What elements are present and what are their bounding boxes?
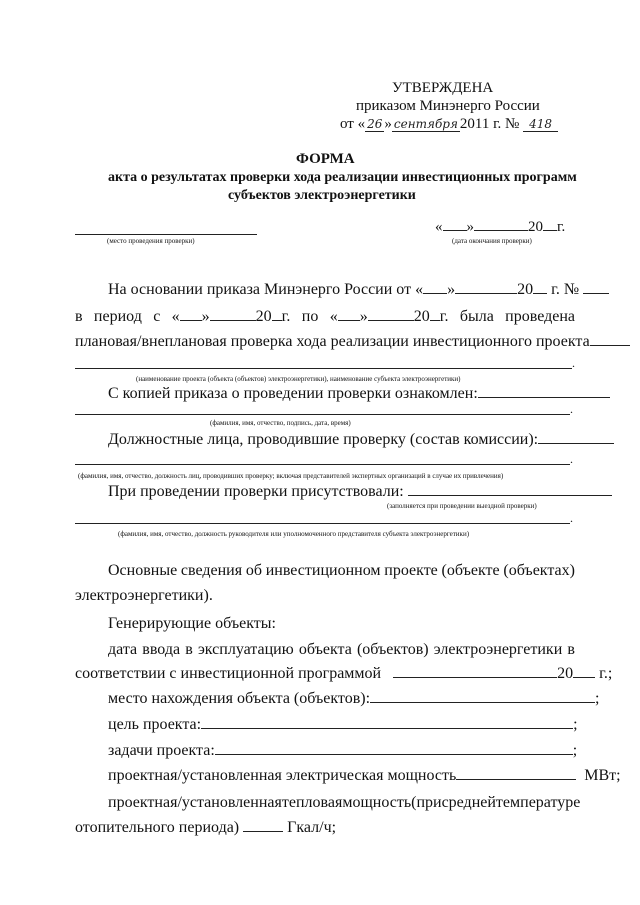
inspection-type-line: плановая/внеплановая проверка хода реализации инвестиционного проекта bbox=[75, 333, 630, 351]
end-date-caption: (дата окончания проверки) bbox=[452, 237, 532, 245]
form-subtitle-line2: субъектов электроэнергетики bbox=[228, 188, 416, 203]
approval-day-handwritten: 26 bbox=[367, 117, 383, 131]
location-field[interactable] bbox=[370, 702, 595, 703]
basic-info-line1: Основные сведения об инвестиционном проекте (объекте (объектах) bbox=[108, 562, 575, 579]
project-goal-line: цель проекта: ; bbox=[108, 716, 578, 733]
approved-heading: УТВЕРЖДЕНА bbox=[392, 80, 494, 96]
project-goal-field[interactable] bbox=[201, 728, 573, 729]
electric-capacity-line: проектная/установленная электрическая мощность МВт; bbox=[108, 767, 621, 784]
end-date-field[interactable]: « » 20 г. bbox=[435, 219, 566, 235]
heat-capacity-line1: проектная/установленная тепловая мощность (при средней температуре bbox=[108, 794, 581, 811]
period-line: в период с « » 20 г. по « » 20 г. была проведена bbox=[75, 308, 575, 325]
acquainted-field-line[interactable] bbox=[75, 414, 570, 415]
electric-capacity-field[interactable] bbox=[456, 779, 576, 780]
commissioning-date-line2: соответствии с инвестиционной программой 20 г.; bbox=[75, 665, 613, 682]
place-field-line[interactable] bbox=[75, 234, 257, 235]
attendees-caption: (заполняется при проведении выездной проверки) bbox=[387, 502, 537, 510]
place-caption: (место проведения проверки) bbox=[107, 237, 195, 245]
generating-objects-heading: Генерирующие объекты: bbox=[108, 615, 276, 632]
form-title: ФОРМА bbox=[296, 151, 355, 167]
acquainted-caption: (фамилия, имя, отчество, подпись, дата, время) bbox=[210, 419, 351, 427]
project-tasks-field[interactable] bbox=[215, 754, 573, 755]
project-tasks-line: задачи проекта: ; bbox=[108, 742, 578, 759]
approval-month-handwritten: сентября bbox=[393, 117, 458, 131]
commissioning-date-line1: дата ввода в эксплуатацию объекта (объектов) электроэнергетики в bbox=[108, 641, 575, 658]
approval-date-line: от « 26 » сентября 2011 г. № 418 bbox=[340, 116, 558, 133]
order-reference-line: На основании приказа Минэнерго России от « » 20 г. № bbox=[108, 281, 609, 299]
approval-number-handwritten: 418 bbox=[523, 117, 558, 132]
basic-info-line2: электроэнергетики). bbox=[75, 587, 213, 604]
heat-capacity-line2: отопительного периода) Гкал/ч; bbox=[75, 819, 337, 836]
attendees-line: При проведении проверки присутствовали: bbox=[108, 483, 612, 501]
attendees-field-line[interactable] bbox=[75, 523, 570, 524]
commission-caption: (фамилия, имя, отчество, должность лиц, проводивших проверку; включая представителей экспертных организаций в случае их привлечения) bbox=[78, 472, 504, 480]
acquainted-line: С копией приказа о проведении проверки ознакомлен: bbox=[108, 385, 610, 403]
location-line: место нахождения объекта (объектов): ; bbox=[108, 690, 600, 707]
commissioning-date-field[interactable] bbox=[393, 677, 557, 678]
commission-field-line[interactable] bbox=[75, 464, 570, 465]
heat-capacity-field[interactable] bbox=[243, 831, 283, 832]
attendees-name-caption: (фамилия, имя, отчество, должность руководителя или уполномоченного представителя субъекта электроэнергетики) bbox=[118, 530, 470, 538]
project-name-caption: (наименование проекта (объекта (объектов) электроэнергетики), наименование субъекта электроэнергетики) bbox=[136, 375, 461, 383]
project-name-field-line[interactable] bbox=[75, 368, 572, 369]
form-subtitle-line1: акта о результатах проверки хода реализации инвестиционных программ bbox=[108, 170, 577, 185]
approved-by-order: приказом Минэнерго России bbox=[356, 98, 540, 114]
commission-line: Должностные лица, проводившие проверку (состав комиссии): bbox=[108, 431, 614, 449]
